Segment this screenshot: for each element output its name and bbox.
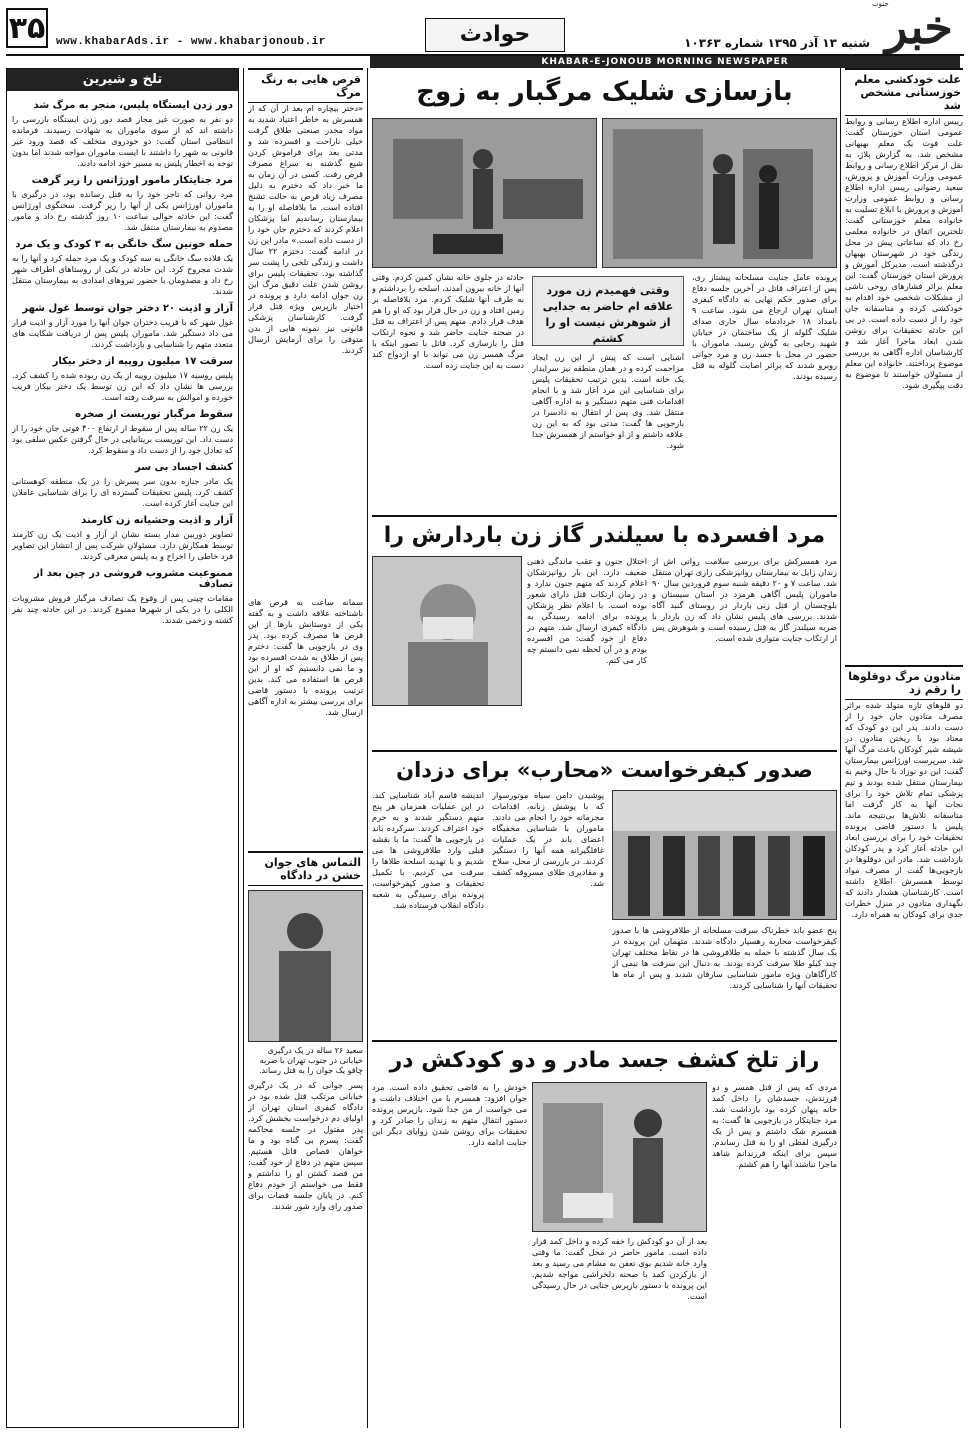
story2-body-left: اختلال جنون و عقب ماندگی ذهنی ضعیف دارد. این بار روانپزشکان اعلام کردند که متهم جنون ندارد و در زمان ارتکاب قتل دارای شعور بوده است. با اعلام نظر پزشکان پرونده برای ادامه رسیدگی به دادگاه کیفری ارسال شد. متهم در دفاع از خود گفت: من افسرده بودم و در آن لحظه نمی دانستم چه کار می کنم. — [527, 556, 647, 665]
column-divider — [840, 68, 841, 1428]
story1-headline: بازسازی شلیک مرگبار به زوج — [416, 77, 793, 107]
story4-body-mid: بعد از آن دو کودکش را خفه کرده و داخل کمد قرار داده است. مامور حاضر در محل گفت: ما وقتی وارد خانه شدیم بوی تعفن به مشام می رسید و بعد از بازکردن کمد با صحنه دلخراشی مواجه شدیم. این پرونده با دستور بازپرس جنایی در حال رسیدگی است. — [532, 1236, 707, 1301]
talkh-shirin-column — [6, 68, 239, 1428]
mid-caption: سعید ۲۶ ساله در یک درگیری خیابانی در جنوب تهران با ضربه چاقو یک جوان را به قتل رساند. — [258, 1046, 363, 1075]
story3-headline: صدور کیفرخواست «محارب» برای دزدان — [396, 758, 813, 782]
story-divider — [372, 515, 837, 517]
talkh-item-body: غول شهر که با فریب دختران جوان آنها را مورد آزار و اذیت قرار می داد دستگیر شد. ماموران پلیس پس از دریافت شکایت های متعدد متهم را شناسایی و بازداشت کردند. — [12, 317, 233, 349]
story4-photo — [532, 1082, 707, 1232]
story3-body-left: اندیشه قاسم آباد شناسایی کند. در این عملیات همزمان هر پنج متهم دستگیر شدند و به جرم خود اعتراف کردند. سرکرده باند در بازجویی ها گفت: ما با نقشه قبلی وارد طلافروشی ها می شدیم و با تهدید اسلحه طلاها را سرقت می کردیم. با تکمیل تحقیقات و صدور کیفرخواست، پرونده برای رسیدگی به شعبه دادگاه انقلاب فرستاده شد. — [372, 790, 484, 910]
crime-scene-icon — [533, 1083, 707, 1232]
column-divider — [367, 68, 368, 1428]
talkh-item-body: مقامات چینی پس از وقوع یک تصادف مرگبار فروش مشروبات الکلی را در یکی از شهرها ممنوع کردند. در این حادثه چند نفر کشته و زخمی شدند. — [12, 593, 233, 625]
talkh-shirin-header: تلخ و شیرین — [7, 69, 238, 91]
story2-body-right: مرد همسرکش برای بررسی سلامت روانی اش از زندان زایل به بیمارستان روانپزشکی رازی تهران منتقل شد. ساعت ۷ و ۲۰ دقیقه شنبه سوم فروردین سال ۹۰ ماموران پلیس آگاهی هرمزد در استان سیستان و بلوچستان از قتل زنی باردار در روستای گنبد آگاه شدند. بررسی های پلیس نشان داد که زن باردار با ضربه سیلندر گاز به قتل رسیده است و شوهرش پس از ارتکاب جنایت متواری شده است. — [652, 556, 837, 643]
mid-headline-1: قرص هایی به رنگ مرگ — [248, 68, 363, 103]
story-divider — [372, 1040, 837, 1042]
talkh-item-title: کشف اجساد بی سر — [135, 462, 233, 473]
mid-body-2: پسر جوانی که در یک درگیری خیابانی مرتکب قتل شده بود در دادگاه کیفری استان تهران از اولیای دم درخواست بخشش کرد. پدر مقتول در جلسه محاکمه گفت: پسرم بی گناه بود و ما خواهان قصاص قاتل هستیم. سپس متهم در دفاع از خود گفت: من قصد کشتن او را نداشتم و فقط می خواستم از خودم دفاع کنم. در پایان جلسه قضات برای صدور رای وارد شور شدند. — [248, 1080, 363, 1211]
story1-body-mid: آشنایی است که پیش از این زن ایجاد مزاحمت کرده و در همان منطقه نیز سرایدار یک خانه است. بدین ترتیب تحقیقات پلیس برای شناسایی این مرد آغاز شد و با انجام اقدامات فنی متهم دستگیر و به اداره آگاهی منتقل شد. وی پس از انتقال به دادسرا در بازجویی ها گفت: مدتی بود که به این زن علاقه داشتم و از او خواستم از همسرش جدا شود. — [532, 352, 684, 450]
story1-pullquote: وقتی فهمیدم زن مورد علاقه ام حاضر به جدایی از شوهرش نیست او را کشتم — [532, 276, 684, 346]
person-icon — [249, 891, 362, 1041]
page-number: ۳۵ — [6, 8, 48, 48]
talkh-item-title: آزار و اذیت وحشیانه زن کارمند — [81, 515, 233, 526]
mid-column — [248, 68, 363, 1428]
right-body-1: رییس اداره اطلاع رسانی و روابط عمومی استان خوزستان گفت: علت فوت یک معلم بهبهانی مشخص شد. به گزارش پلاژ، به نقل از مرکز اطلاع رسانی و روابط عمومی وزارت آموزش و پرورش، سعید رضوانی رییس اداره اطلاع رسانی و روابط عمومی وزارت آموزش و پرورش با ابلاغ تسلیت به خانواده معلم خوزستانی گفت: تلخترین اتفاق در خانواده معلمی رخ داد که ساعاتی پیش در محل زندگی خود در شهرستان بهبهان درگذشته است. مدیرکل آموزش و پرورش استان خوزستان گفت: این معلم براثر فشارهای روحی ناشی از مشکلات شخصی خود اقدام به خودکشی کرده و متاسفانه جان خود را از دست داده است. در پی این حادثه تحقیقات برای روشن شدن ابعاد ماجرا آغاز شد و کارشناسان اداره آگاهی به بررسی موضوع پرداختند. خانواده این معلم از مسئولان خواستند تا موضوع به دقت پیگیری شود. — [845, 116, 963, 390]
talkh-item-title: دور زدن ایستگاه پلیس، منجر به مرگ شد — [33, 100, 233, 111]
talkh-item-title: آزار و اذیت ۲۰ دختر جوان توسط غول شهر — [22, 303, 233, 314]
talkh-item-body: یک قلاده سگ خانگی به سه کودک و یک مرد حمله کرد و آنها را به شدت مجروح کرد. این حادثه در یکی از روستاهای اطراف شهر رخ داد و مصدومان با حضور نیروهای امدادی به بیمارستان منتقل شدند. — [12, 253, 233, 296]
photo-scene-icon — [603, 119, 837, 268]
talkh-item-title: مرد جنایتکار مامور اورژانس را زیر گرفت — [31, 175, 233, 186]
story1-photo-left — [372, 118, 597, 268]
mid-headline-2: التماس های جوان خشن در دادگاه — [248, 851, 363, 886]
logo-subtitle: جنوب — [872, 0, 889, 8]
story2-photo — [372, 556, 522, 706]
mid-photo — [248, 890, 363, 1042]
talkh-item-body: پلیس روسیه ۱۷ میلیون روپیه از یک زن ربوده شده را کشف کرد. بررسی ها نشان داد که این زن توسط یک دختر بیکار فریب خورده و اموالش به سرقت رفته است. — [12, 370, 233, 402]
person-icon — [373, 557, 522, 706]
story4-headline: راز تلخ کشف جسد مادر و دو کودکش در — [389, 1048, 820, 1073]
story4-body-left: خودش را به قاضی تحقیق داده است. مرد جوان افزود: همسرم با من اختلاف داشت و می خواست از من جدا شود. بازپرس پرونده دستور انتقال متهم به زندان را صادر کرد و تحقیقات برای روشن شدن زوایای دیگر این جنایت ادامه دارد. — [372, 1082, 527, 1147]
right-body-2: دو قلوهای تازه متولد شده براثر مصرف متادون جان خود را از دست دادند. پدر این دو کودک که معتاد بود با ریختن متادون در شیشه شیر کودکان باعث مرگ آنها شد. سرپرست اورژانس بیمارستان گفت: این دو نوزاد با حال وخیم به بیمارستان منتقل شده بودند و تیم پزشکی تمام تلاش خود را برای نجات آنها به کار گرفت اما متاسفانه تلاش‌ها بی‌نتیجه ماند. پلیس با دستور قاضی پرونده تحقیقات خود را برای بررسی ابعاد این حادثه آغاز کرد و پدر کودکان بازداشت شد. مادر این دوقلوها در بازجویی‌ها گفت از مصرف مواد توسط همسرش اطلاع داشته است. کارشناسان هشدار دادند که نگهداری متادون در منزل خطرات جدی برای کودکان به همراه دارد. — [845, 700, 963, 919]
talkh-item-body: یک مادر جنازه بدون سر پسرش را در یک منطقه کوهستانی کشف کرد. پلیس تحقیقات گسترده ای را برای شناسایی عاملان این جنایت آغاز کرده است. — [12, 476, 233, 508]
photo-scene-icon — [373, 119, 597, 268]
story3-body-mid: پوشیدن دامن سیاه موتورسوار که با پوشش زنانه، اقدامات مجرمانه خود را انجام می دادند. ماموران با شناسایی مخفیگاه اعضای باند در یک عملیات غافلگیرانه همه آنها را دستگیر کردند. در بازرسی از محل، سلاح و مقادیری طلای مسروقه کشف شد. — [492, 790, 604, 888]
talkh-item-title: سقوط مرگبار توریست از صخره — [75, 409, 233, 420]
talkh-item-body: دو نفر به صورت غیر مجاز قصد دور زدن ایستگاه بازرسی را داشته اند که از سوی ماموران به شهادت رسیدند. فرمانده انتظامی استان گفت: دو خودروی متخلف که قصد ورود غیر قانونی به شهر را داشتند با ایست ماموران مواجه شدند اما بدون توجه به اخطار پلیس به مسیر خود ادامه دادند. — [12, 114, 233, 168]
story1-body-left: حادثه در جلوی خانه نشان کمین کردم. وقتی آنها از خانه بیرون آمدند، اسلحه را برداشتم و به طرف آنها شلیک کردم. مرد بلافاصله بر زمین افتاد و زن در حال فرار بود که او را هم هدف قرار دادم. متهم پس از اعتراف به قتل در صحنه جنایت حاضر شد و نحوه ارتکاب قتل را بازسازی کرد. قاتل با تصور اینکه با مرگ همسر زن می تواند با او ازدواج کند دست به این جنایت زده است. — [372, 272, 524, 370]
story2-headline: مرد افسرده با سیلندر گاز زن باردارش را — [383, 523, 826, 548]
story1-body-right: پرونده عامل جنایت مسلحانه پیشتاز ری، پس از اعتراف قاتل در آخرین جلسه دفاع برای صدور حکم نهایی به دادگاه کیفری استان تهران ارجاع می شود. ساعت ۹ بامداد ۱۸ خردادماه سال جاری صدای شلیک گلوله از یک ساختمان در خیابان شهید رجایی به گوش رسید. ماموران با حضور در محل با جسد زن و مرد جوانی روبرو شدند که براثر اصابت گلوله به قتل رسیده بودند. — [692, 272, 837, 381]
talkh-item-body: تصاویر دوربین مدار بسته نشان از آزار و اذیت یک زن کارمند توسط همکارش دارد. مسئولان شرکت پس از انتشار این تصاویر فرد خاطی را اخراج و به پلیس معرفی کردند. — [12, 529, 233, 561]
story3-photo — [612, 790, 837, 920]
dateline: شنبه ۱۳ آذر ۱۳۹۵ شماره ۱۰۳۶۳ — [684, 36, 870, 50]
story4-body-right: مردی که پس از قتل همسر و دو فرزندش، جسدشان را داخل کمد خانه پنهان کرده بود بازداشت شد. مرد جنایتکار در بازجویی ها گفت: به همسرم شک داشتم و پس از یک درگیری لفظی او را به قتل رساندم. سپس برای اینکه فرزندانم شاهد ماجرا نباشند آنها را هم کشتم. — [712, 1082, 837, 1169]
suspects-group-icon — [613, 791, 837, 920]
story1-photo-right — [602, 118, 837, 268]
story3-body-right: پنج عضو باند خطرناک سرقت مسلحانه از طلافروشی ها با صدور کیفرخواست محاربه رهسپار دادگاه شدند. متهمان این پرونده در یک سال گذشته با حمله به طلافروشی ها در نقاط مختلف تهران چند کیلو طلا سرقت کرده بودند. به دنبال این سرقت ها تیمی از کارآگاهان ویژه مامور شناسایی سارقان شدند و پس از ماه ها تحقیقات آنها را شناسایی کردند. — [612, 925, 837, 990]
english-banner: KHABAR-E-JONOUB MORNING NEWSPAPER — [370, 56, 960, 68]
section-title: حوادث — [425, 18, 565, 52]
talkh-items — [7, 91, 238, 633]
talkh-item-body: مرد روانی که تاجر خود را به قتل رسانده بود، در درگیری با ماموران اورژانس یکی از آنها را زیر گرفت. سخنگوی اورژانس گفت: این حادثه حوالی ساعت ۱۰ روز گذشته رخ داد و مامور مصدوم به بیمارستان منتقل شد. — [12, 189, 234, 232]
mid-body-1: «دختر بیچاره ام بعد از آن که از همسرش به خاطر اعتیاد شدید به مواد مخدر صنعتی طلاق گرفت خیلی ناراحت و افسرده شد و مدتی بعد برای فراموش کردن شیع گذشته به سراغ مصرف قرص رفت. کسی در آن زمان به ما خبر داد که دخترم به دلیل مصرف زیاد قرص به حالت تشنج افتاده است. ما بلافاصله او را به بیمارستان رساندیم اما پزشکان اعلام کردند که دخترم جان خود را از دست داده است.» مادر این زن در ادامه گفت: دخترم ۲۲ سال داشت و زندگی تلخی را پشت سر گذاشته بود. تحقیقات پلیس برای روشن شدن علت دقیق مرگ این زن جوان ادامه دارد و پرونده در اختیار بازپرس ویژه قتل قرار گرفت. کارشناسان پزشکی قانونی نیز نمونه هایی از بدن متوفی را برای آزمایش ارسال کردند. — [248, 103, 363, 355]
right-column — [845, 68, 963, 1428]
right-headline-2: متادون مرگ دوقلوها را رقم زد — [845, 665, 963, 700]
right-headline-1: علت خودکشی معلم خوزستانی مشخص شد — [845, 68, 963, 116]
talkh-item-title: حمله خونین سگ خانگی به ۳ کودک و یک مرد — [15, 239, 233, 250]
newspaper-logo: خبر — [885, 2, 953, 54]
talkh-item-title: ممنوعیت مشروب فروشی در چین بعد از تصادف — [34, 568, 233, 590]
mid-body-1b: سمانه ساعت به قرص های ناشناخته علاقه داشت و به گفته یکی از دوستانش بارها از این قرص ها مصرف کرده بود. پدر وی در بازجویی ها گفت: دخترم پس از طلاق به شدت افسرده بود و ما نمی دانستیم که او از این قرص ها استفاده می کند. بدین ترتیب پرونده با دستور قاضی برای بررسی بیشتر به اداره آگاهی ارسال شد. — [248, 597, 363, 717]
column-divider — [243, 68, 244, 1428]
site-urls[interactable]: www.khabarAds.ir - www.khabarjonoub.ir — [56, 36, 326, 48]
talkh-item-title: سرقت ۱۷ میلیون روپیه از دختر بیکار — [52, 356, 233, 367]
talkh-item-body: یک زن ۲۲ ساله پس از سقوط از ارتفاع ۴۰۰ فوتی جان خود را از دست داد. این توریست بریتانیایی در حال گرفتن عکس سلفی بود که تعادل خود را از دست داد و سقوط کرد. — [12, 423, 233, 455]
